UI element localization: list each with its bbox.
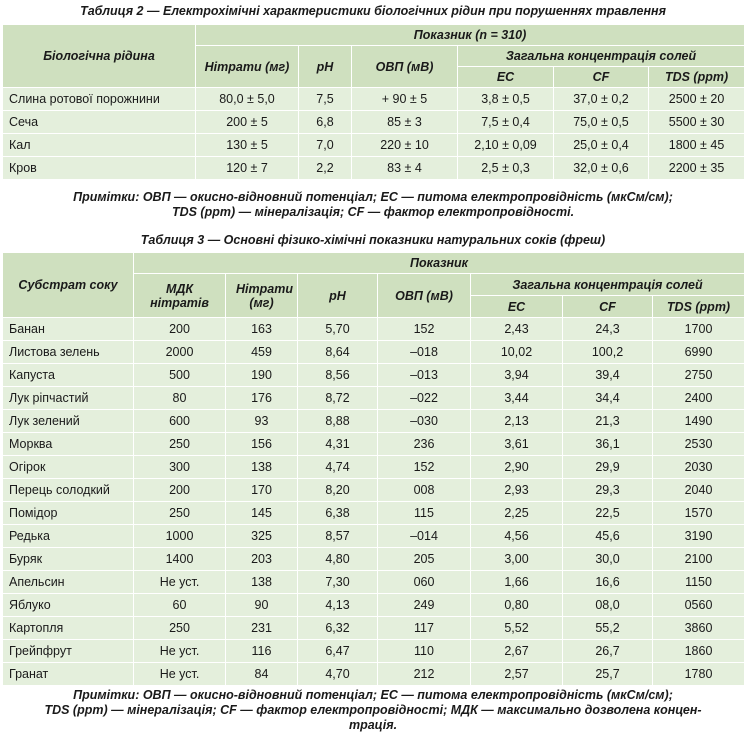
table-cell: 176 xyxy=(226,387,298,410)
table-cell: 1400 xyxy=(134,548,226,571)
row-label: Кров xyxy=(3,157,196,180)
table-row xyxy=(3,525,745,548)
table-cell: 4,56 xyxy=(471,525,563,548)
table-cell: 7,0 xyxy=(299,134,352,157)
table-cell: 1780 xyxy=(653,663,745,686)
table-cell: 90 xyxy=(226,594,298,617)
table-cell: 7,5 ± 0,4 xyxy=(458,111,554,134)
table-cell: 7,5 xyxy=(299,88,352,111)
ph-header: pH xyxy=(298,274,378,318)
table-cell: 163 xyxy=(226,318,298,341)
table-cell: 3,94 xyxy=(471,364,563,387)
table-cell: 2500 ± 20 xyxy=(649,88,745,111)
row-label: Слина ротової порожнини xyxy=(3,88,196,111)
table-cell: 6,38 xyxy=(298,502,378,525)
table-cell: 200 xyxy=(134,479,226,502)
table-row xyxy=(3,88,745,111)
table-cell: 6,47 xyxy=(298,640,378,663)
table-row xyxy=(3,571,745,594)
table-cell: 2,43 xyxy=(471,318,563,341)
table-cell: 1,66 xyxy=(471,571,563,594)
table-cell: 24,3 xyxy=(563,318,653,341)
table-cell: –018 xyxy=(378,341,471,364)
table-cell: 152 xyxy=(378,318,471,341)
row-label: Сеча xyxy=(3,111,196,134)
table-cell: 3860 xyxy=(653,617,745,640)
table-cell: 21,3 xyxy=(563,410,653,433)
ec-header: EC xyxy=(471,296,563,318)
table-cell: 84 xyxy=(226,663,298,686)
row-label: Яблуко xyxy=(3,594,134,617)
table-cell: 60 xyxy=(134,594,226,617)
nitrates-header: Нітрати (мг) xyxy=(196,46,299,88)
tds-header: TDS (ppm) xyxy=(653,296,745,318)
table-cell: 600 xyxy=(134,410,226,433)
table-cell: 130 ± 5 xyxy=(196,134,299,157)
table-cell: 7,30 xyxy=(298,571,378,594)
indicator-header: Показник (n = 310) xyxy=(196,25,745,46)
table-cell: 110 xyxy=(378,640,471,663)
table-cell: 6990 xyxy=(653,341,745,364)
ph-header: pH xyxy=(299,46,352,88)
table-cell: 32,0 ± 0,6 xyxy=(554,157,649,180)
table-cell: 2100 xyxy=(653,548,745,571)
table-cell: 4,80 xyxy=(298,548,378,571)
table-cell: 138 xyxy=(226,456,298,479)
table-cell: –030 xyxy=(378,410,471,433)
table-cell: 2400 xyxy=(653,387,745,410)
table3-caption: Таблиця 3 — Основні фізико-хімічні показники натуральних соків (фреш) xyxy=(140,233,606,247)
table-row xyxy=(3,640,745,663)
table-row xyxy=(3,111,745,134)
table-cell: 36,1 xyxy=(563,433,653,456)
fluid-header: Біологічна рідина xyxy=(3,25,196,88)
tds-header: TDS (ppm) xyxy=(649,67,745,88)
table-cell: 16,6 xyxy=(563,571,653,594)
table-cell: 25,0 ± 0,4 xyxy=(554,134,649,157)
table2-notes xyxy=(0,190,746,220)
table-cell: 2,5 ± 0,3 xyxy=(458,157,554,180)
table-cell: 3,00 xyxy=(471,548,563,571)
indicator-header: Показник xyxy=(134,253,745,274)
row-label: Морква xyxy=(3,433,134,456)
table-cell: 5,52 xyxy=(471,617,563,640)
ec-header: EC xyxy=(458,67,554,88)
table-cell: 4,70 xyxy=(298,663,378,686)
substrate-header: Субстрат соку xyxy=(3,253,134,318)
table-cell: 138 xyxy=(226,571,298,594)
table-cell: 30,0 xyxy=(563,548,653,571)
table-cell: 2000 xyxy=(134,341,226,364)
table-cell: 8,64 xyxy=(298,341,378,364)
table-cell: 1150 xyxy=(653,571,745,594)
table-cell: 100,2 xyxy=(563,341,653,364)
row-label: Грейпфрут xyxy=(3,640,134,663)
table2-note-line: TDS (ppm) — мінералізація; CF — фактор електропровідності. xyxy=(171,205,575,219)
table-cell: 80,0 ± 5,0 xyxy=(196,88,299,111)
table-cell: Не уст. xyxy=(134,640,226,663)
table-cell: 10,02 xyxy=(471,341,563,364)
table-cell: 4,31 xyxy=(298,433,378,456)
row-label: Лук ріпчастий xyxy=(3,387,134,410)
table-cell: 4,74 xyxy=(298,456,378,479)
row-label: Гранат xyxy=(3,663,134,686)
table-cell: 3,44 xyxy=(471,387,563,410)
row-label: Редька xyxy=(3,525,134,548)
table-cell: 236 xyxy=(378,433,471,456)
table-cell: 5500 ± 30 xyxy=(649,111,745,134)
row-label: Банан xyxy=(3,318,134,341)
table-cell: 117 xyxy=(378,617,471,640)
table-cell: 2750 xyxy=(653,364,745,387)
table-row xyxy=(3,157,745,180)
row-label: Капуста xyxy=(3,364,134,387)
mdk-header: МДК нітратів xyxy=(134,274,226,318)
table-row xyxy=(3,134,745,157)
table-cell: 8,20 xyxy=(298,479,378,502)
ovp-header: ОВП (мВ) xyxy=(378,274,471,318)
table-cell: 190 xyxy=(226,364,298,387)
table2-caption: Таблиця 2 — Електрохімічні характеристики біологічних рідин при порушеннях травлення xyxy=(80,4,666,18)
row-label: Перець солодкий xyxy=(3,479,134,502)
table-cell: 116 xyxy=(226,640,298,663)
table-cell: 39,4 xyxy=(563,364,653,387)
table-cell: 80 xyxy=(134,387,226,410)
table-cell: 4,13 xyxy=(298,594,378,617)
table-cell: 249 xyxy=(378,594,471,617)
row-label: Лук зелений xyxy=(3,410,134,433)
salts-header: Загальна концентрація солей xyxy=(471,274,745,296)
table-cell: 2,57 xyxy=(471,663,563,686)
table-cell: 500 xyxy=(134,364,226,387)
table-cell: 2040 xyxy=(653,479,745,502)
table-cell: 8,72 xyxy=(298,387,378,410)
table-cell: 459 xyxy=(226,341,298,364)
row-label: Кал xyxy=(3,134,196,157)
table2-note-line: Примітки: ОВП — окисно-відновний потенціал; EC — питома електропровідність (мкСм/см); xyxy=(73,190,673,204)
table-cell: 26,7 xyxy=(563,640,653,663)
table-cell: 83 ± 4 xyxy=(352,157,458,180)
table-cell: 203 xyxy=(226,548,298,571)
table-cell: 060 xyxy=(378,571,471,594)
ovp-header: ОВП (мВ) xyxy=(352,46,458,88)
table-cell: 0560 xyxy=(653,594,745,617)
table-cell: 22,5 xyxy=(563,502,653,525)
table-cell: 250 xyxy=(134,502,226,525)
table-cell: 250 xyxy=(134,433,226,456)
table-row xyxy=(3,594,745,617)
table-cell: 8,56 xyxy=(298,364,378,387)
row-label: Листова зелень xyxy=(3,341,134,364)
table-cell: Не уст. xyxy=(134,663,226,686)
table-row xyxy=(3,364,745,387)
table-cell: 2,13 xyxy=(471,410,563,433)
table-cell: 8,57 xyxy=(298,525,378,548)
table-cell: Не уст. xyxy=(134,571,226,594)
table3-note-line: TDS (ppm) — мінералізація; CF — фактор електропровідності; МДК — максимально дозволена концен- xyxy=(44,703,702,717)
table-cell: 008 xyxy=(378,479,471,502)
table-cell: 212 xyxy=(378,663,471,686)
table-row xyxy=(3,479,745,502)
table-cell: –014 xyxy=(378,525,471,548)
table-cell: 2030 xyxy=(653,456,745,479)
table-cell: 8,88 xyxy=(298,410,378,433)
table-cell: 1490 xyxy=(653,410,745,433)
table-cell: 1700 xyxy=(653,318,745,341)
table-cell: 5,70 xyxy=(298,318,378,341)
table-cell: 200 xyxy=(134,318,226,341)
table-cell: 231 xyxy=(226,617,298,640)
table-cell: 325 xyxy=(226,525,298,548)
table-row xyxy=(3,548,745,571)
nitrates-header: Нітрати (мг) xyxy=(226,274,298,318)
table-cell: 1000 xyxy=(134,525,226,548)
table-row xyxy=(3,410,745,433)
table-cell: 205 xyxy=(378,548,471,571)
table-row xyxy=(3,387,745,410)
table-row xyxy=(3,318,745,341)
table-cell: 120 ± 7 xyxy=(196,157,299,180)
table-cell: 2,67 xyxy=(471,640,563,663)
table-cell: + 90 ± 5 xyxy=(352,88,458,111)
table-row xyxy=(3,433,745,456)
table3 xyxy=(2,252,745,686)
table-cell: 08,0 xyxy=(563,594,653,617)
table-cell: 2,2 xyxy=(299,157,352,180)
table-cell: 34,4 xyxy=(563,387,653,410)
table-cell: 1860 xyxy=(653,640,745,663)
table-cell: –022 xyxy=(378,387,471,410)
table3-notes xyxy=(0,688,746,733)
table-row xyxy=(3,663,745,686)
table-cell: 2,10 ± 0,09 xyxy=(458,134,554,157)
table-cell: 55,2 xyxy=(563,617,653,640)
table-cell: 170 xyxy=(226,479,298,502)
table-cell: 2,93 xyxy=(471,479,563,502)
table-row xyxy=(3,341,745,364)
table-cell: 1800 ± 45 xyxy=(649,134,745,157)
table-cell: 200 ± 5 xyxy=(196,111,299,134)
table-cell: 37,0 ± 0,2 xyxy=(554,88,649,111)
row-label: Картопля xyxy=(3,617,134,640)
cf-header: CF xyxy=(563,296,653,318)
table-cell: 85 ± 3 xyxy=(352,111,458,134)
cf-header: CF xyxy=(554,67,649,88)
table-cell: 2,90 xyxy=(471,456,563,479)
table-cell: 145 xyxy=(226,502,298,525)
table3-note-line: Примітки: ОВП — окисно-відновний потенціал; EC — питома електропровідність (мкСм/см); xyxy=(73,688,673,702)
table-cell: 115 xyxy=(378,502,471,525)
row-label: Помідор xyxy=(3,502,134,525)
salts-header: Загальна концентрація солей xyxy=(458,46,745,67)
table-cell: 29,3 xyxy=(563,479,653,502)
table3-note-line: трація. xyxy=(348,718,398,732)
table-cell: 3190 xyxy=(653,525,745,548)
table-cell: 29,9 xyxy=(563,456,653,479)
table-cell: 25,7 xyxy=(563,663,653,686)
table-cell: 45,6 xyxy=(563,525,653,548)
table-cell: 250 xyxy=(134,617,226,640)
table-cell: 6,8 xyxy=(299,111,352,134)
table-cell: 220 ± 10 xyxy=(352,134,458,157)
table-cell: 1570 xyxy=(653,502,745,525)
table-cell: 3,8 ± 0,5 xyxy=(458,88,554,111)
row-label: Апельсин xyxy=(3,571,134,594)
row-label: Огірок xyxy=(3,456,134,479)
table-cell: 2530 xyxy=(653,433,745,456)
table-cell: –013 xyxy=(378,364,471,387)
table-cell: 300 xyxy=(134,456,226,479)
table-row xyxy=(3,456,745,479)
table-cell: 156 xyxy=(226,433,298,456)
table-cell: 3,61 xyxy=(471,433,563,456)
row-label: Буряк xyxy=(3,548,134,571)
table-row xyxy=(3,617,745,640)
table-cell: 75,0 ± 0,5 xyxy=(554,111,649,134)
table2 xyxy=(2,24,745,180)
table-cell: 2,25 xyxy=(471,502,563,525)
table-cell: 6,32 xyxy=(298,617,378,640)
table-cell: 152 xyxy=(378,456,471,479)
table-cell: 2200 ± 35 xyxy=(649,157,745,180)
table-row xyxy=(3,502,745,525)
table-cell: 0,80 xyxy=(471,594,563,617)
table-cell: 93 xyxy=(226,410,298,433)
